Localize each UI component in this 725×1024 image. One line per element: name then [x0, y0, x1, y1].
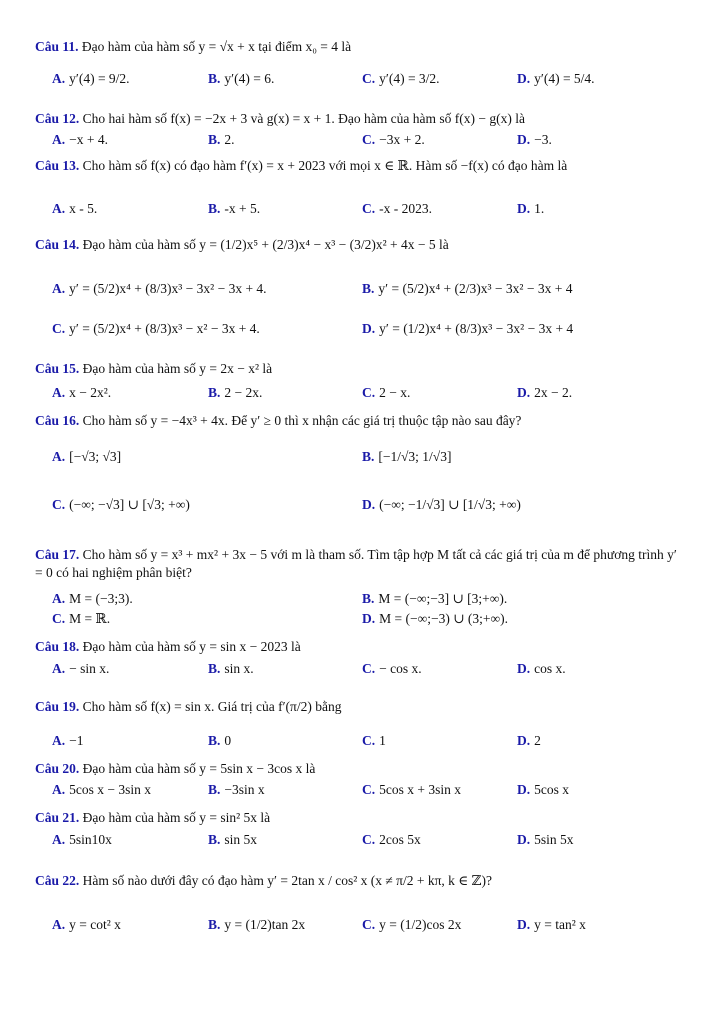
option-c[interactable]: C. -x - 2023. — [362, 201, 432, 216]
option-a[interactable]: A. M = (−3;3). — [52, 591, 133, 606]
option-c[interactable]: C. M = ℝ. — [52, 611, 111, 626]
option-a[interactable]: A. x - 5. — [52, 201, 98, 216]
option-c[interactable]: C. 1 — [362, 733, 386, 748]
option-d[interactable]: D. y = tan² x — [517, 917, 586, 932]
question-17: Câu 17. Cho hàm số y = x³ + mx² + 3x − 5 với m là tham số. Tìm tập hợp M tất cả các giá trị của m để phương trình y′ = 0 có hai nghiệm phân biệt? — [35, 547, 677, 580]
option-b[interactable]: B. y′ = (5/2)x⁴ + (2/3)x³ − 3x² − 3x + 4 — [362, 281, 573, 296]
option-b[interactable]: B. sin x. — [208, 661, 254, 676]
option-a[interactable]: A. y′(4) = 9/2. — [52, 71, 130, 86]
option-d[interactable]: D. y′(4) = 5/4. — [517, 71, 595, 86]
option-d[interactable]: D. M = (−∞;−3) ∪ (3;+∞). — [362, 611, 509, 626]
option-d[interactable]: D. 5cos x — [517, 782, 569, 797]
option-d[interactable]: D. 1. — [517, 201, 545, 216]
option-a[interactable]: A. y = cot² x — [52, 917, 121, 932]
option-a[interactable]: A. 5sin10x — [52, 832, 112, 847]
question-16: Câu 16. Cho hàm số y = −4x³ + 4x. Để y′ ≥ 0 thì x nhận các giá trị thuộc tập nào sau đây? — [35, 413, 522, 428]
question-20: Câu 20. Đạo hàm của hàm số y = 5sin x − 3cos x là — [35, 761, 316, 776]
option-b[interactable]: B. M = (−∞;−3] ∪ [3;+∞). — [362, 591, 508, 606]
option-c[interactable]: C. − cos x. — [362, 661, 422, 676]
option-b[interactable]: B. 2. — [208, 132, 235, 147]
question-21: Câu 21. Đạo hàm của hàm số y = sin² 5x là — [35, 810, 271, 825]
question-19: Câu 19. Cho hàm số f(x) = sin x. Giá trị của f′(π/2) bằng — [35, 699, 342, 714]
option-b[interactable]: B. 0 — [208, 733, 232, 748]
option-b[interactable]: B. [−1/√3; 1/√3] — [362, 449, 452, 464]
option-b[interactable]: B. −3sin x — [208, 782, 265, 797]
question-stem: Đạo hàm của hàm số y = √x + x tại điểm x₀ = 4 là — [81, 39, 352, 54]
option-c[interactable]: C. y′ = (5/2)x⁴ + (8/3)x³ − x² − 3x + 4. — [52, 321, 260, 336]
option-d[interactable]: D. (−∞; −1/√3] ∪ [1/√3; +∞) — [362, 497, 521, 512]
option-b[interactable]: B. y′(4) = 6. — [208, 71, 275, 86]
option-d[interactable]: D. −3. — [517, 132, 552, 147]
question-11 — [35, 38, 685, 56]
option-d[interactable]: D. 2 — [517, 733, 541, 748]
option-a[interactable]: A. −1 — [52, 733, 84, 748]
option-c[interactable]: C. 2cos 5x — [362, 832, 421, 847]
question-18: Câu 18. Đạo hàm của hàm số y = sin x − 2023 là — [35, 639, 301, 654]
option-b[interactable]: B. sin 5x — [208, 832, 258, 847]
option-c[interactable]: C. −3x + 2. — [362, 132, 425, 147]
option-a[interactable]: A. −x + 4. — [52, 132, 108, 147]
option-a[interactable]: A. − sin x. — [52, 661, 110, 676]
option-c[interactable]: C. (−∞; −√3] ∪ [√3; +∞) — [52, 497, 190, 512]
option-a[interactable]: A. [−√3; √3] — [52, 449, 122, 464]
option-c[interactable]: C. y′(4) = 3/2. — [362, 71, 440, 86]
question-13: Câu 13. Cho hàm số f(x) có đạo hàm f′(x) = x + 2023 với mọi x ∈ ℝ. Hàm số −f(x) có đạo hàm là — [35, 158, 568, 173]
option-b[interactable]: B. 2 − 2x. — [208, 385, 263, 400]
question-12: Câu 12. Cho hai hàm số f(x) = −2x + 3 và g(x) = x + 1. Đạo hàm của hàm số f(x) − g(x) là — [35, 111, 525, 126]
option-d[interactable]: D. 5sin 5x — [517, 832, 574, 847]
option-c[interactable]: C. 5cos x + 3sin x — [362, 782, 461, 797]
option-c[interactable]: C. 2 − x. — [362, 385, 411, 400]
option-d[interactable]: D. y′ = (1/2)x⁴ + (8/3)x³ − 3x² − 3x + 4 — [362, 321, 574, 336]
option-b[interactable]: B. y = (1/2)tan 2x — [208, 917, 306, 932]
option-b[interactable]: B. -x + 5. — [208, 201, 261, 216]
question-14: Câu 14. Đạo hàm của hàm số y = (1/2)x⁵ + (2/3)x⁴ − x³ − (3/2)x² + 4x − 5 là — [35, 237, 449, 252]
option-a[interactable]: A. y′ = (5/2)x⁴ + (8/3)x³ − 3x² − 3x + 4. — [52, 281, 267, 296]
option-c[interactable]: C. y = (1/2)cos 2x — [362, 917, 462, 932]
question-22: Câu 22. Hàm số nào dưới đây có đạo hàm y′ = 2tan x / cos² x (x ≠ π/2 + kπ, k ∈ ℤ)? — [35, 873, 493, 888]
option-d[interactable]: D. cos x. — [517, 661, 566, 676]
option-a[interactable]: A. x − 2x². — [52, 385, 112, 400]
option-d[interactable]: D. 2x − 2. — [517, 385, 573, 400]
option-a[interactable]: A. 5cos x − 3sin x — [52, 782, 151, 797]
question-15: Câu 15. Đạo hàm của hàm số y = 2x − x² là — [35, 361, 273, 376]
question-label: Câu 11. — [35, 39, 79, 54]
